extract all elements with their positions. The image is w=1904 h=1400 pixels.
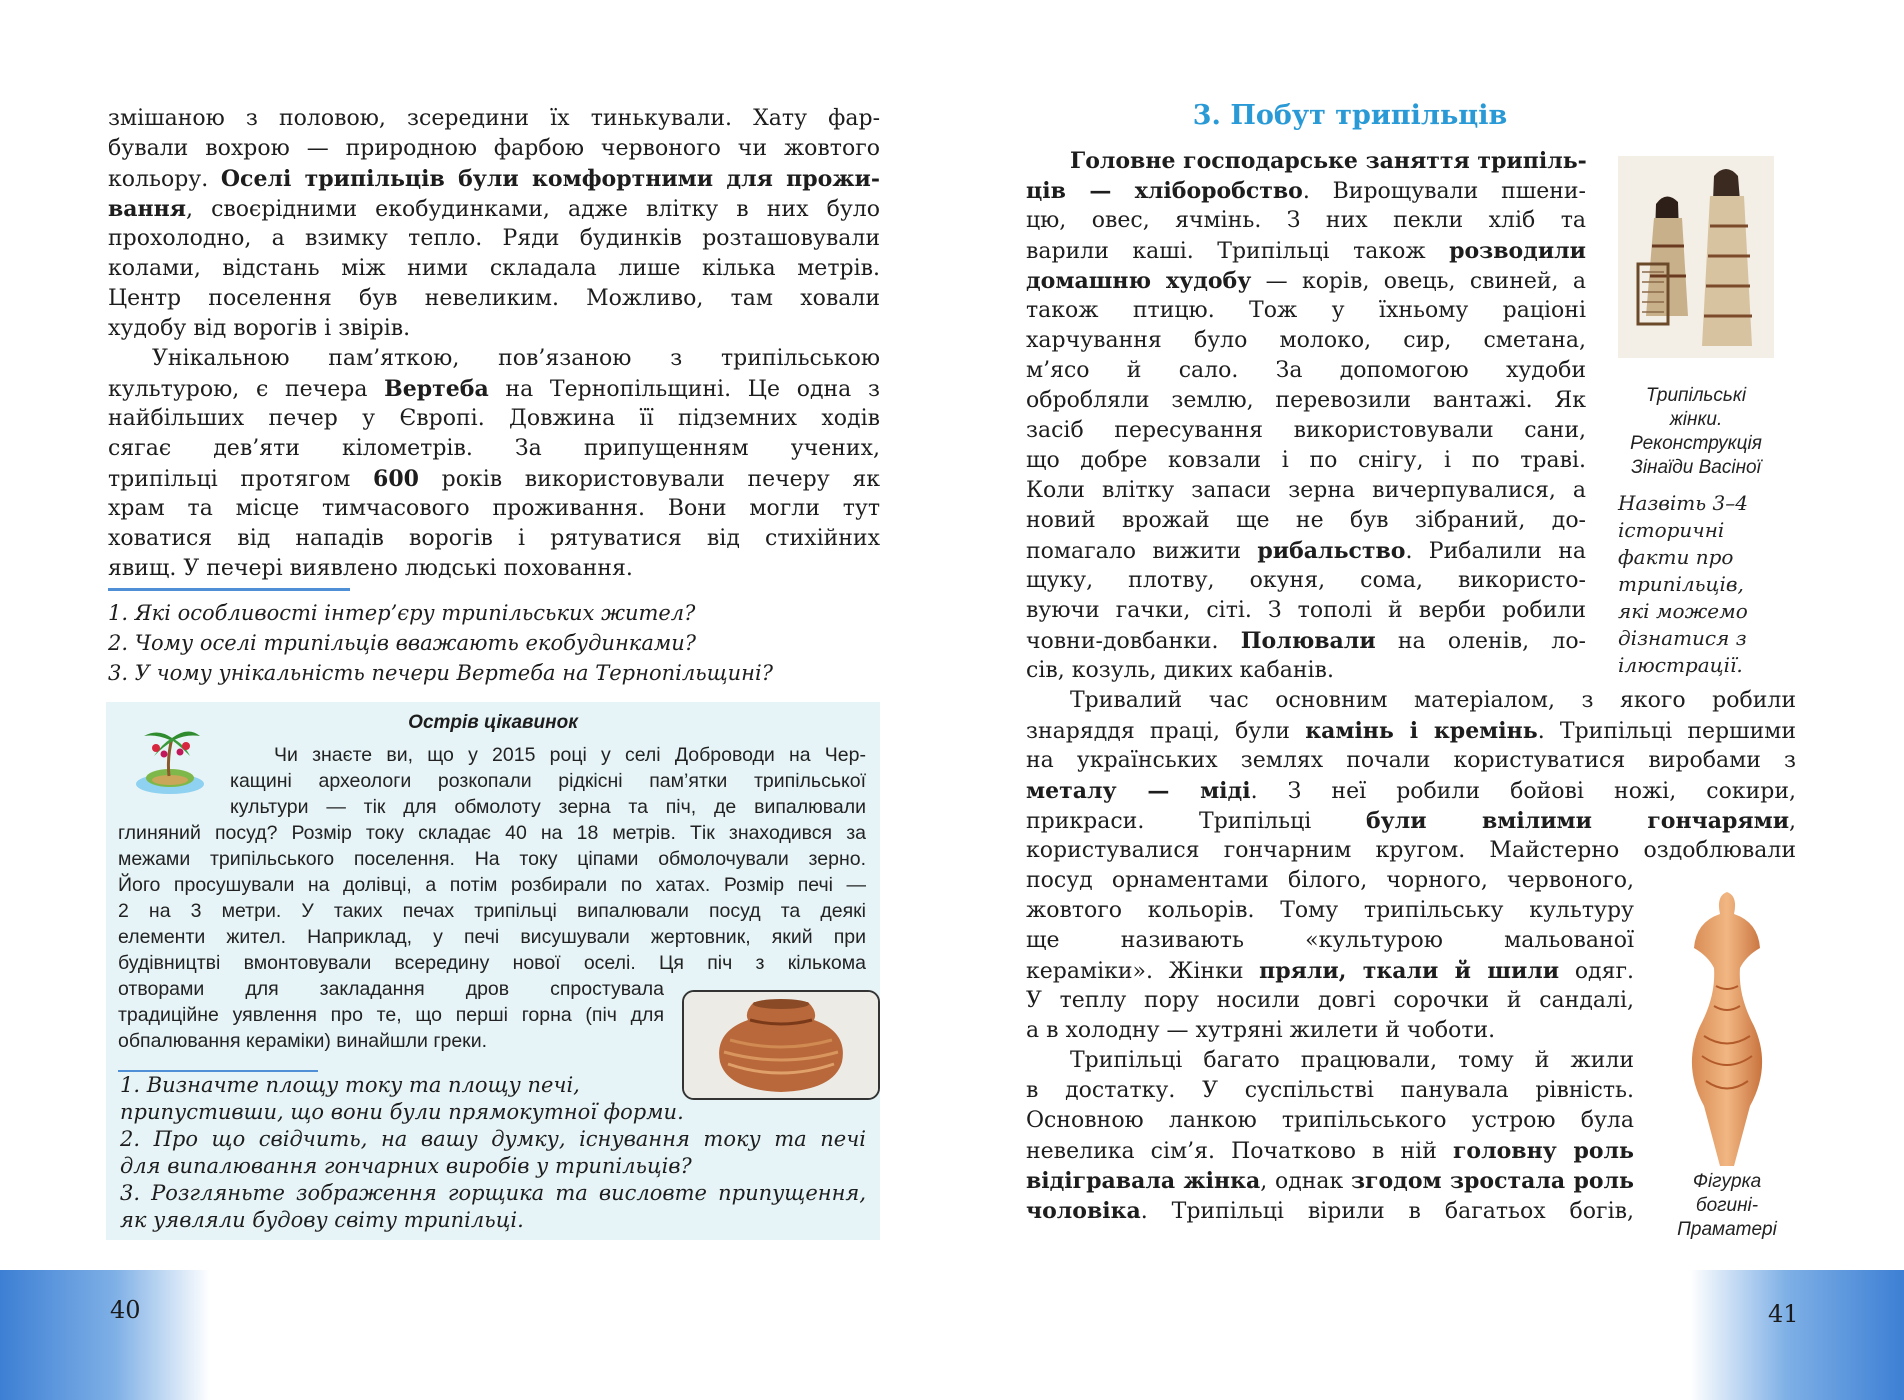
fact-line: обпалювання кераміки) винайшли греки. xyxy=(118,1030,488,1052)
text-line: У теплу пору носили довгі сорочки й сандалі, xyxy=(1026,988,1634,1013)
text-line: відігравала жінка, однак згодом зростала роль xyxy=(1026,1168,1634,1194)
text-line: бували вохрою — природною фарбою червоного чи жовтого xyxy=(108,136,880,161)
text-line: чоловіка. Трипільці вірили в багатьох богів, xyxy=(1026,1198,1634,1224)
text-line: колами, відстань між ними складала лише кілька метрів. xyxy=(108,256,880,281)
text-line: також птицю. Тож у їхньому раціоні xyxy=(1026,298,1586,323)
fact-line: глиняний посуд? Розмір току складає 40 на 18 метрів. Тік знаходився за xyxy=(118,822,866,844)
trypillian-women-image xyxy=(1618,156,1774,358)
question-item: 2. Чому оселі трипільців вважають екобудинками? xyxy=(108,631,697,655)
fact-question-line: для випалювання гончарних виробів у трипільців? xyxy=(120,1154,692,1178)
page-number-right: 41 xyxy=(1768,1300,1799,1328)
footer-gradient-right xyxy=(1690,1270,1904,1400)
text-line: щуку, плотву, окуня, сома, використо- xyxy=(1026,568,1586,593)
text-line: культурою, є печера Вертеба на Тернопільщині. Це одна з xyxy=(108,376,881,402)
text-line: ців — хліборобство. Вирощували пшени- xyxy=(1026,178,1586,204)
text-line: Коли влітку запаси зерна вичерпувалися, а xyxy=(1026,478,1586,503)
text-line: користувалися гончарним кругом. Майстерно оздоблювали xyxy=(1026,838,1796,863)
text-line: Унікальною пам’яткою, пов’язаною з трипільською xyxy=(152,346,880,371)
text-line: сягає дев’яти кілометрів. За припущенням учених, xyxy=(108,436,880,461)
text-line: кольору. Оселі трипільців були комфортними для прожи- xyxy=(108,166,880,192)
text-line: Центр поселення був невеликим. Можливо, там ховали xyxy=(108,286,880,311)
text-line: в достатку. У суспільстві панувала рівність. xyxy=(1026,1078,1634,1103)
text-line: а в холодну — хутряні жилети й чоботи. xyxy=(1026,1018,1496,1043)
footer-gradient-left xyxy=(0,1270,210,1400)
pot-image xyxy=(682,990,880,1100)
text-line: храм та місце тимчасового проживання. Вони могли тут xyxy=(108,496,880,521)
text-line: помагало вижити рибальство. Рибалили на xyxy=(1026,538,1586,564)
fun-facts-box xyxy=(106,702,880,1240)
text-line: найбільших печер у Європі. Довжина її підземних ходів xyxy=(108,406,880,431)
left-main-text xyxy=(108,104,880,584)
image-task: Назвіть 3–4 історичні факти про трипільців, які можемо дізнатися з ілюстрації. xyxy=(1618,491,1748,677)
section-title: 3. Побут трипільців xyxy=(1192,100,1508,131)
fact-line: культури — тік для обмолоту зерна та піч, де випалювали xyxy=(230,796,866,818)
fact-line: кащині археологи розкопали рідкісні пам’ятки трипільської xyxy=(230,770,866,792)
figurine-caption: Фігурка богині- Праматері xyxy=(1677,1171,1777,1240)
question-item: 1. Які особливості інтер’єру трипільських жител? xyxy=(108,601,696,625)
text-line: харчування було молоко, сир, сметана, xyxy=(1026,328,1586,353)
text-line: засіб пересування використовували сани, xyxy=(1026,418,1586,443)
text-line: новий врожай ще не був зібраний, до- xyxy=(1026,508,1586,533)
text-line: Головне господарське заняття трипіль- xyxy=(1070,148,1587,174)
fact-question-line: припустивши, що вони були прямокутної форми. xyxy=(120,1100,684,1124)
pot-icon xyxy=(684,992,878,1098)
separator-rule xyxy=(108,588,350,591)
text-line: човни-довбанки. Полювали на оленів, ло- xyxy=(1026,628,1586,654)
text-line: обробляли землю, перевозили вантажі. Як xyxy=(1026,388,1586,413)
text-line: цю, овес, ячмінь. З них пекли хліб та xyxy=(1026,208,1586,233)
women-caption: Трипільські жінки. Реконструкція Зінаїди Васіної xyxy=(1630,385,1762,478)
text-line: прохолодно, а взимку тепло. Ряди будинків розташовували xyxy=(108,226,880,251)
text-line: прикраси. Трипільці були вмілими гончарями, xyxy=(1026,808,1797,834)
page-number-left: 40 xyxy=(110,1296,141,1324)
text-line: посуд орнаментами білого, чорного, червоного, xyxy=(1026,868,1634,893)
text-line: худобу від ворогів і звірів. xyxy=(108,316,411,341)
fact-line: Чи знаєте ви, що у 2015 році у селі Доброводи на Чер- xyxy=(274,744,866,766)
fact-question-line: 1. Визначте площу току та площу печі, xyxy=(120,1073,580,1097)
fact-line: традиційне уявлення про те, що перші горна (піч для xyxy=(118,1004,664,1026)
text-line: кераміки». Жінки пряли, ткали й шили одяг. xyxy=(1026,958,1635,984)
text-line: що добре ковзали і по снігу, і по траві. xyxy=(1026,448,1586,473)
text-line: невелика сім’я. Початково в ній головну роль xyxy=(1026,1138,1634,1164)
goddess-figurine-image xyxy=(1680,886,1774,1172)
text-line: Тривалий час основним матеріалом, з якого робили xyxy=(1070,688,1796,713)
text-line: жовтого кольорів. Тому трипільську культуру xyxy=(1026,898,1634,923)
fact-line: будівництві вмонтовували всередину нової оселі. Ця піч з кількома xyxy=(118,952,866,974)
text-line: ховатися від нападів ворогів і рятуватися від стихійних xyxy=(108,526,880,551)
text-line: трипільці протягом 600 років використовували печеру як xyxy=(108,466,881,492)
island-icon xyxy=(132,718,208,798)
fact-line: елементи жител. Наприклад, у печі висушували жертовник, який при xyxy=(118,926,866,948)
text-line: домашню худобу — корів, овець, свиней, а xyxy=(1026,268,1586,294)
fact-line: 2 на 3 метри. У таких печах трипільці випалювали посуд та деякі xyxy=(118,900,866,922)
review-questions xyxy=(108,598,908,688)
text-line: вуючи гачки, сіті. З тополі й верби робили xyxy=(1026,598,1586,623)
text-line: вання, своєрідними екобудинками, адже влітку в них було xyxy=(108,196,880,222)
text-line: Основною ланкою трипільського устрою була xyxy=(1026,1108,1634,1133)
fact-line: отворами для закладання дров спростувала xyxy=(118,978,664,1000)
text-line: металу — міді. З неї робили бойові ножі, сокири, xyxy=(1026,778,1796,804)
question-item: 3. У чому унікальність печери Вертеба на Тернопільщині? xyxy=(108,661,773,685)
text-line: ще називають «культурою мальованої xyxy=(1026,928,1634,953)
text-line: знаряддя праці, були камінь і кремінь. Трипільці першими xyxy=(1026,718,1797,744)
text-line: м’ясо й сало. За допомогою худоби xyxy=(1026,358,1586,383)
fact-question-line: як уявляли будову світу трипільці. xyxy=(120,1208,524,1232)
fact-line: Його просушували на долівці, а потім розбирали по хатах. Розмір печі — xyxy=(118,874,866,896)
fact-line: межами трипільського поселення. На току ціпами обмолочували зерно. xyxy=(118,848,866,870)
text-line: на українських землях почали користуватися виробами з xyxy=(1026,748,1796,773)
text-line: Трипільці багато працювали, тому й жили xyxy=(1070,1048,1634,1073)
text-line: явищ. У печері виявлено людські поховання. xyxy=(108,556,633,581)
text-line: сів, козуль, диких кабанів. xyxy=(1026,658,1334,683)
fact-question-line: 2. Про що свідчить, на вашу думку, існування току та печі xyxy=(120,1127,866,1151)
text-line: варили каші. Трипільці також розводили xyxy=(1026,238,1586,264)
text-line: змішаною з половою, зсередини їх тинькували. Хату фар- xyxy=(108,106,880,131)
fact-box-title: Острів цікавинок xyxy=(408,712,578,733)
fact-question-line: 3. Розгляньте зображення горщика та висловте припущення, xyxy=(120,1181,866,1205)
